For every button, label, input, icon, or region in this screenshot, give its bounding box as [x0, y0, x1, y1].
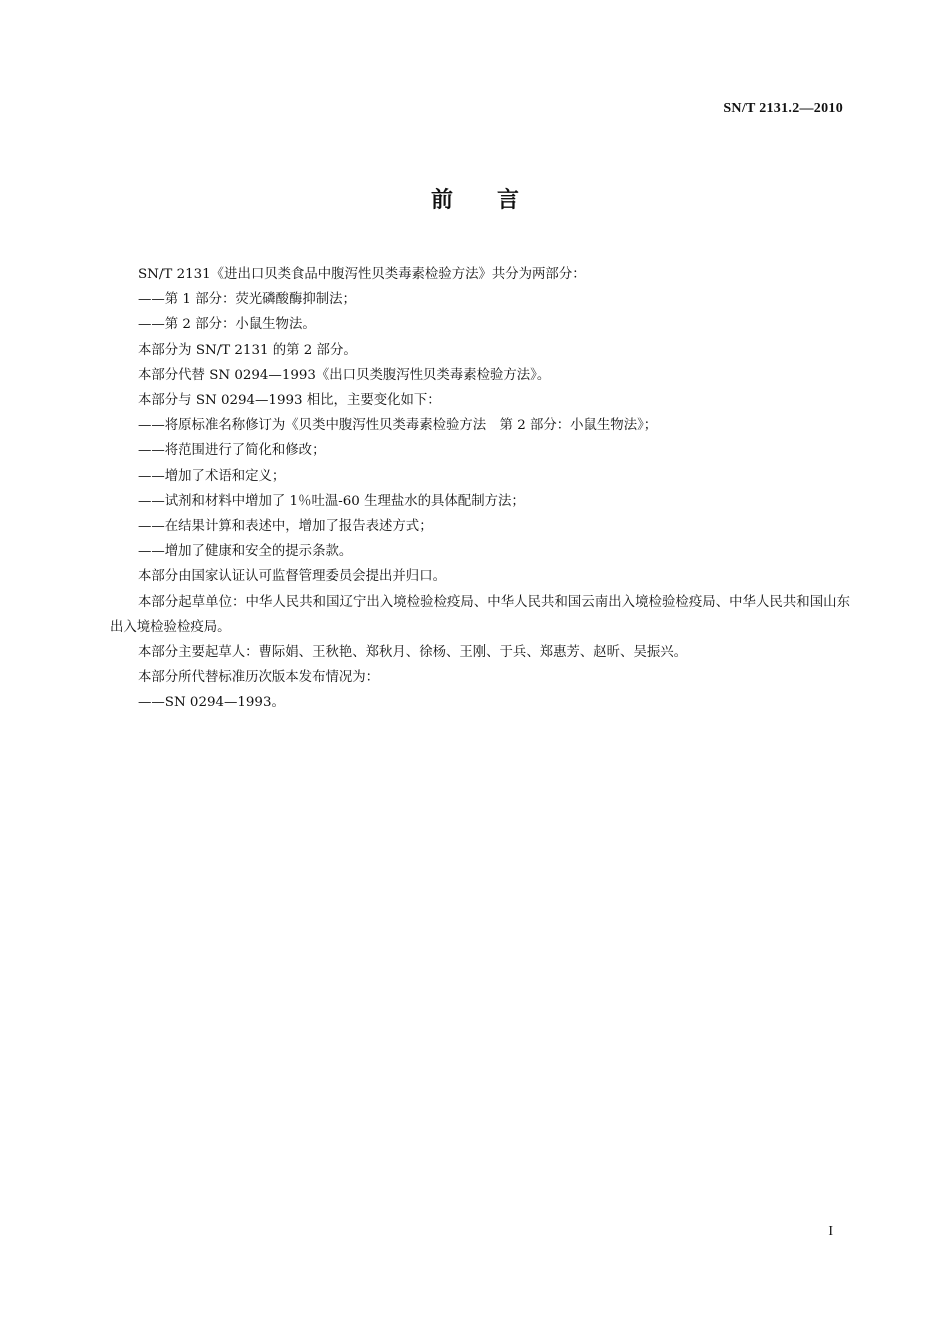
paragraph-changes: 本部分与 SN 0294—1993 相比，主要变化如下： — [138, 393, 441, 409]
list-item-part-2: ——第 2 部分：小鼠生物法。 — [138, 317, 316, 333]
page-title: 前 言 — [430, 188, 519, 213]
paragraph-this-part: 本部分为 SN/T 2131 的第 2 部分。 — [138, 342, 357, 358]
document-body — [110, 262, 850, 716]
paragraph-replaces: 本部分代替 SN 0294—1993《出口贝类腹泻性贝类毒素检验方法》。 — [138, 367, 551, 383]
list-item-change-reagents: ——试剂和材料中增加了 1％吐温-60 生理盐水的具体配制方法； — [138, 493, 525, 509]
list-item-part-1: ——第 1 部分：荧光磷酸酶抑制法； — [138, 292, 356, 308]
list-item-change-results: ——在结果计算和表述中，增加了报告表述方式； — [138, 519, 433, 535]
paragraph-history: 本部分所代替标准历次版本发布情况为： — [138, 670, 380, 686]
standard-code: SN/T 2131.2—2010 — [723, 101, 843, 116]
list-item-change-terms: ——增加了术语和定义； — [138, 468, 286, 484]
paragraph-drafters: 本部分主要起草人：曹际娟、王秋艳、郑秋月、徐杨、王刚、于兵、郑惠芳、赵昕、吴振兴。 — [138, 645, 688, 661]
page-number: I — [828, 1224, 833, 1239]
list-item-change-title: ——将原标准名称修订为《贝类中腹泻性贝类毒素检验方法 第 2 部分：小鼠生物法》； — [138, 418, 658, 434]
list-item-history: ——SN 0294—1993。 — [138, 695, 285, 711]
list-item-change-safety: ——增加了健康和安全的提示条款。 — [138, 544, 353, 560]
paragraph-intro: SN/T 2131《进出口贝类食品中腹泻性贝类毒素检验方法》共分为两部分： — [138, 267, 586, 282]
paragraph-proposed-by: 本部分由国家认证认可监督管理委员会提出并归口。 — [138, 569, 446, 585]
list-item-change-scope: ——将范围进行了简化和修改； — [138, 443, 326, 459]
paragraph-drafting-units: 本部分起草单位：中华人民共和国辽宁出入境检验检疫局、中华人民共和国云南出入境检验检疫局、中华人民共和国山东出入境检验检疫局。 — [110, 594, 850, 635]
